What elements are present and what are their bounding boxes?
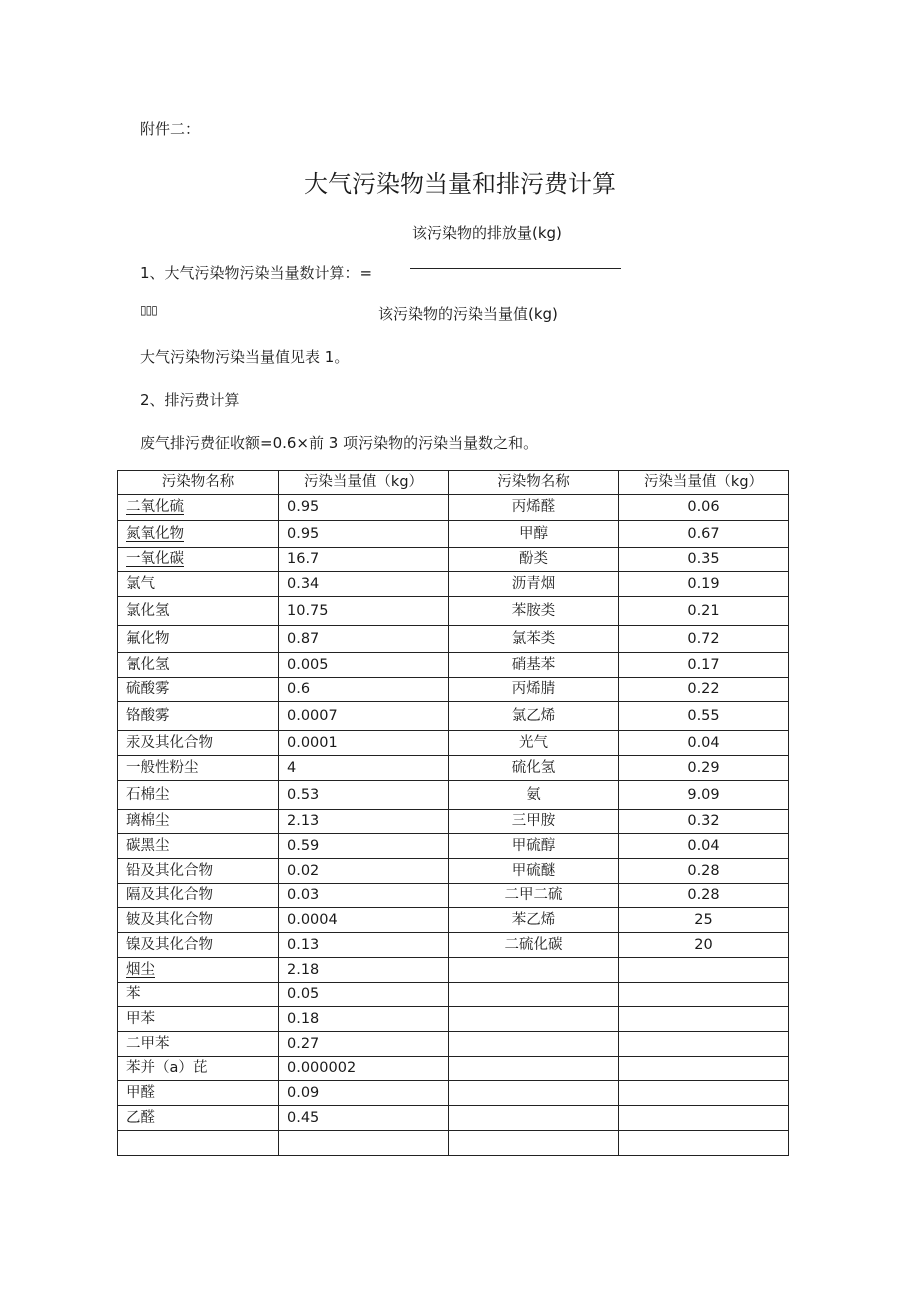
equivalent-value: 0.59 (287, 837, 320, 854)
equivalent-value-cell (619, 572, 789, 597)
pollutant-name: 汞及其化合物 (126, 734, 213, 751)
table-row (118, 597, 789, 626)
pollutant-name: 沥青烟 (511, 575, 556, 592)
pollutant-name-cell (118, 495, 279, 521)
equivalent-value-cell (619, 884, 789, 908)
table-row (118, 983, 789, 1007)
table-row (118, 933, 789, 958)
pollutant-name-cell (449, 908, 619, 933)
pollutant-name: 硫化氢 (511, 759, 556, 776)
pollutant-name-cell (449, 958, 619, 983)
equivalent-value: 0.95 (287, 525, 320, 542)
pollutant-name-cell (118, 548, 279, 572)
table-row (118, 521, 789, 548)
pollutant-name: 铍及其化合物 (126, 911, 213, 928)
pollutant-name: 璃棉尘 (126, 813, 170, 830)
pollutant-name: 酚类 (519, 551, 548, 568)
equivalent-value: 0.09 (287, 1084, 320, 1101)
equivalent-value-cell (279, 756, 449, 781)
pollutant-name-cell (118, 653, 279, 678)
table-row (118, 1032, 789, 1057)
pollutant-name-cell (118, 1131, 279, 1156)
pollutant-name: 丙烯腈 (511, 681, 556, 698)
formula-denominator: 该污染物的污染当量值(kg) (378, 305, 558, 323)
table-row (118, 495, 789, 521)
page-title: 大气污染物当量和排污费计算 (304, 170, 616, 198)
equivalent-value-cell (619, 597, 789, 626)
equivalent-value: 20 (694, 936, 713, 953)
attachment-label: 附件二： (140, 120, 201, 138)
equivalent-value: 0.72 (687, 630, 720, 647)
table-row (118, 1057, 789, 1081)
pollutant-name: 一氧化碳 (126, 551, 184, 568)
equivalent-value: 10.75 (287, 602, 329, 619)
pollutant-name-cell (449, 548, 619, 572)
pollutant-name: 甲醇 (519, 525, 548, 542)
equivalent-value: 25 (694, 911, 713, 928)
pollutant-name: 二甲苯 (126, 1035, 170, 1052)
pollutant-name-cell (449, 702, 619, 731)
pollutant-name: 甲硫醚 (511, 862, 556, 879)
table-row (118, 1106, 789, 1131)
pollutant-name-cell (449, 731, 619, 756)
equivalent-value: 0.0007 (287, 707, 338, 724)
pollutant-name-cell (449, 1007, 619, 1032)
equivalent-value: 0.53 (287, 786, 320, 803)
table-row (118, 756, 789, 781)
equivalent-value: 0.17 (687, 656, 720, 673)
equivalent-value-cell (619, 626, 789, 653)
table-row (118, 1007, 789, 1032)
pollutant-name: 二硫化碳 (504, 936, 563, 953)
pollutant-name-cell (118, 958, 279, 983)
equivalent-value-cell (279, 597, 449, 626)
equivalent-value-cell (619, 810, 789, 834)
pollutant-name: 苯并（a）芘 (126, 1060, 208, 1077)
pollutant-name-cell (118, 884, 279, 908)
pollutant-name: 氨 (526, 786, 541, 803)
equivalent-value-cell (279, 572, 449, 597)
pollutant-name: 光气 (519, 734, 548, 751)
pollutant-name-cell (449, 1081, 619, 1106)
equivalent-value: 0.28 (687, 862, 720, 879)
pollutant-name-cell (449, 653, 619, 678)
pollutant-name-cell (118, 626, 279, 653)
table-row (118, 572, 789, 597)
column-header: 污染当量值（kg） (619, 471, 789, 495)
table-row (118, 1131, 789, 1156)
equivalent-value-cell (619, 495, 789, 521)
equivalent-value: 0.0001 (287, 734, 338, 751)
column-header: 污染当量值（kg） (279, 471, 449, 495)
equivalent-value-cell (279, 1081, 449, 1106)
pollutant-name-cell (118, 731, 279, 756)
equivalent-value: 0.18 (287, 1010, 320, 1027)
pollutant-name-cell (118, 810, 279, 834)
equivalent-value-cell (619, 548, 789, 572)
pollutant-name-cell (449, 756, 619, 781)
pollutant-name-cell (449, 834, 619, 859)
pollutant-name: 一般性粉尘 (126, 759, 199, 776)
pollutant-name: 铅及其化合物 (126, 862, 213, 879)
pollutant-name-cell (449, 983, 619, 1007)
pollutant-name: 铬酸雾 (126, 707, 170, 724)
table-row (118, 1081, 789, 1106)
equivalent-value-cell (619, 859, 789, 884)
pollutant-name-cell (118, 859, 279, 884)
equivalent-value-cell (279, 1032, 449, 1057)
pollutant-name: 硝基苯 (511, 656, 556, 673)
equivalent-value: 0.21 (687, 602, 720, 619)
pollutant-name: 氯乙烯 (511, 707, 556, 724)
equivalent-value-cell (619, 756, 789, 781)
equivalent-value-cell (619, 731, 789, 756)
equivalent-value: 0.0004 (287, 911, 338, 928)
pollutant-name-cell (118, 781, 279, 810)
equivalent-value: 0.000002 (287, 1060, 357, 1077)
pollutant-name: 甲醛 (126, 1084, 155, 1101)
table-row (118, 884, 789, 908)
pollutant-name-cell (449, 678, 619, 702)
equivalent-value-cell (279, 884, 449, 908)
pollutant-name-cell (449, 781, 619, 810)
equivalent-value: 9.09 (687, 786, 720, 803)
pollutant-name: 三甲胺 (511, 813, 556, 830)
pollutant-name: 硫酸雾 (126, 681, 170, 698)
equivalent-value-cell (619, 653, 789, 678)
pollutant-name-cell (118, 572, 279, 597)
garbled-glyphs: ▯▯▯ (140, 303, 157, 317)
equivalent-value: 0.32 (687, 813, 720, 830)
equivalent-value: 0.34 (287, 575, 320, 592)
equivalent-value-cell (619, 1057, 789, 1081)
equivalent-value: 16.7 (287, 551, 320, 568)
equivalent-value-cell (619, 1106, 789, 1131)
pollutant-name: 氯化氢 (126, 602, 170, 619)
pollutant-name-cell (118, 983, 279, 1007)
equivalent-value: 0.04 (687, 734, 720, 751)
equivalent-value: 0.29 (687, 759, 720, 776)
table-row (118, 859, 789, 884)
table-row (118, 731, 789, 756)
pollutant-name-cell (118, 834, 279, 859)
equivalent-value: 0.28 (687, 887, 720, 904)
pollutant-name-cell (449, 495, 619, 521)
equivalent-value-cell (279, 1007, 449, 1032)
pollutant-name: 苯 (126, 986, 141, 1003)
pollutant-name-cell (118, 933, 279, 958)
equivalent-value-cell (619, 834, 789, 859)
table-row (118, 653, 789, 678)
equivalent-value-cell (279, 678, 449, 702)
table-row (118, 834, 789, 859)
equivalent-value: 0.27 (287, 1035, 320, 1052)
equivalent-value: 0.95 (287, 499, 320, 516)
pollutant-name-cell (449, 597, 619, 626)
equivalent-value: 0.03 (287, 887, 320, 904)
pollutant-name-cell (449, 521, 619, 548)
equivalent-value-cell (279, 495, 449, 521)
equivalent-value-cell (619, 1032, 789, 1057)
equivalent-value: 4 (287, 759, 297, 776)
section-2-heading: 2、排污费计算 (140, 391, 240, 409)
pollutant-name-cell (118, 908, 279, 933)
equivalent-value-cell (279, 548, 449, 572)
equivalent-value-cell (279, 731, 449, 756)
pollutant-name: 二甲二硫 (504, 887, 563, 904)
equivalent-value: 0.06 (687, 499, 720, 516)
pollutant-name: 氟化物 (126, 630, 170, 647)
pollutant-name: 二氧化硫 (126, 499, 184, 516)
equivalent-value: 0.05 (287, 986, 320, 1003)
equivalent-value: 2.13 (287, 813, 320, 830)
pollutant-name-cell (118, 1032, 279, 1057)
table-row (118, 958, 789, 983)
pollutant-name-cell (118, 702, 279, 731)
equivalent-value-cell (619, 933, 789, 958)
pollutant-name-cell (449, 884, 619, 908)
equivalent-value: 0.005 (287, 656, 329, 673)
pollutant-name-cell (449, 859, 619, 884)
equivalent-value: 0.67 (687, 525, 720, 542)
table-row (118, 678, 789, 702)
pollutant-name-cell (449, 1057, 619, 1081)
equivalent-value-cell (619, 521, 789, 548)
equivalent-value: 0.6 (287, 681, 311, 698)
equivalent-value-cell (619, 1131, 789, 1156)
pollutant-name-cell (449, 1032, 619, 1057)
equivalent-value-cell (619, 781, 789, 810)
equivalent-value-cell (279, 1106, 449, 1131)
equivalent-value: 0.55 (687, 707, 720, 724)
pollutant-name-cell (118, 597, 279, 626)
equivalent-value-cell (619, 958, 789, 983)
equivalent-value-cell (279, 834, 449, 859)
table-row (118, 810, 789, 834)
equivalent-value: 0.22 (687, 681, 720, 698)
equivalent-value: 0.87 (287, 630, 320, 647)
pollutant-name: 苯乙烯 (511, 911, 556, 928)
pollutant-name-cell (118, 678, 279, 702)
pollutant-name: 碳黑尘 (126, 837, 170, 854)
equivalent-value-cell (619, 908, 789, 933)
formula-numerator: 该污染物的排放量(kg) (412, 224, 562, 242)
table-header-row (118, 471, 789, 495)
equivalent-value-cell (279, 810, 449, 834)
pollutant-name-cell (449, 933, 619, 958)
equivalent-value-cell (619, 702, 789, 731)
equivalent-value-cell (619, 678, 789, 702)
pollutant-name: 乙醛 (126, 1109, 155, 1126)
equivalent-value-cell (279, 1131, 449, 1156)
equivalent-value-cell (619, 983, 789, 1007)
pollutant-name: 苯胺类 (511, 602, 556, 619)
equivalent-value-cell (279, 653, 449, 678)
equivalent-value: 0.04 (687, 837, 720, 854)
equivalent-value-cell (619, 1081, 789, 1106)
table-row (118, 702, 789, 731)
pollutant-equivalent-table (117, 470, 789, 1156)
pollutant-name-cell (118, 1057, 279, 1081)
pollutant-name-cell (118, 756, 279, 781)
table-row (118, 908, 789, 933)
table-row (118, 548, 789, 572)
pollutant-name: 石棉尘 (126, 786, 170, 803)
pollutant-name-cell (449, 1131, 619, 1156)
equivalent-value: 0.02 (287, 862, 320, 879)
pollutant-name-cell (449, 810, 619, 834)
column-header: 污染物名称 (118, 471, 279, 495)
pollutant-name-cell (118, 1106, 279, 1131)
equivalent-value: 2.18 (287, 961, 320, 978)
equivalent-value-cell (279, 702, 449, 731)
equivalent-value: 0.35 (687, 551, 720, 568)
pollutant-name-cell (449, 1106, 619, 1131)
column-header: 污染物名称 (449, 471, 619, 495)
pollutant-name-cell (449, 626, 619, 653)
equivalent-value-cell (619, 1007, 789, 1032)
pollutant-name: 氯气 (126, 575, 155, 592)
equivalent-value-cell (279, 781, 449, 810)
pollutant-name: 氮氧化物 (126, 525, 184, 542)
pollutant-name-cell (118, 521, 279, 548)
table-row (118, 781, 789, 810)
equivalent-value-cell (279, 933, 449, 958)
equivalent-value-cell (279, 958, 449, 983)
pollutant-name-cell (118, 1007, 279, 1032)
equivalent-value-cell (279, 1057, 449, 1081)
pollutant-name: 镍及其化合物 (126, 936, 213, 953)
equivalent-value: 0.19 (687, 575, 720, 592)
pollutant-name: 甲苯 (126, 1010, 155, 1027)
equivalent-value-cell (279, 521, 449, 548)
equivalent-value: 0.13 (287, 936, 320, 953)
pollutant-name: 烟尘 (126, 961, 155, 978)
equivalent-value-cell (279, 908, 449, 933)
pollutant-name: 甲硫醇 (511, 837, 556, 854)
pollutant-name: 氯苯类 (511, 630, 556, 647)
fraction-line (410, 268, 621, 269)
equivalent-value: 0.45 (287, 1109, 320, 1126)
equivalent-note: 大气污染物污染当量值见表 1。 (140, 348, 350, 366)
pollutant-name-cell (118, 1081, 279, 1106)
table-row (118, 626, 789, 653)
formula-label: 1、大气污染物污染当量数计算：= (140, 264, 373, 282)
equivalent-value-cell (279, 626, 449, 653)
pollutant-name: 丙烯醛 (511, 499, 556, 516)
equivalent-value-cell (279, 983, 449, 1007)
equivalent-value-cell (279, 859, 449, 884)
pollutant-name: 隔及其化合物 (126, 887, 213, 904)
pollutant-name: 氰化氢 (126, 656, 170, 673)
fee-formula-text: 废气排污费征收额=0.6×前 3 项污染物的污染当量数之和。 (140, 434, 539, 452)
pollutant-name-cell (449, 572, 619, 597)
